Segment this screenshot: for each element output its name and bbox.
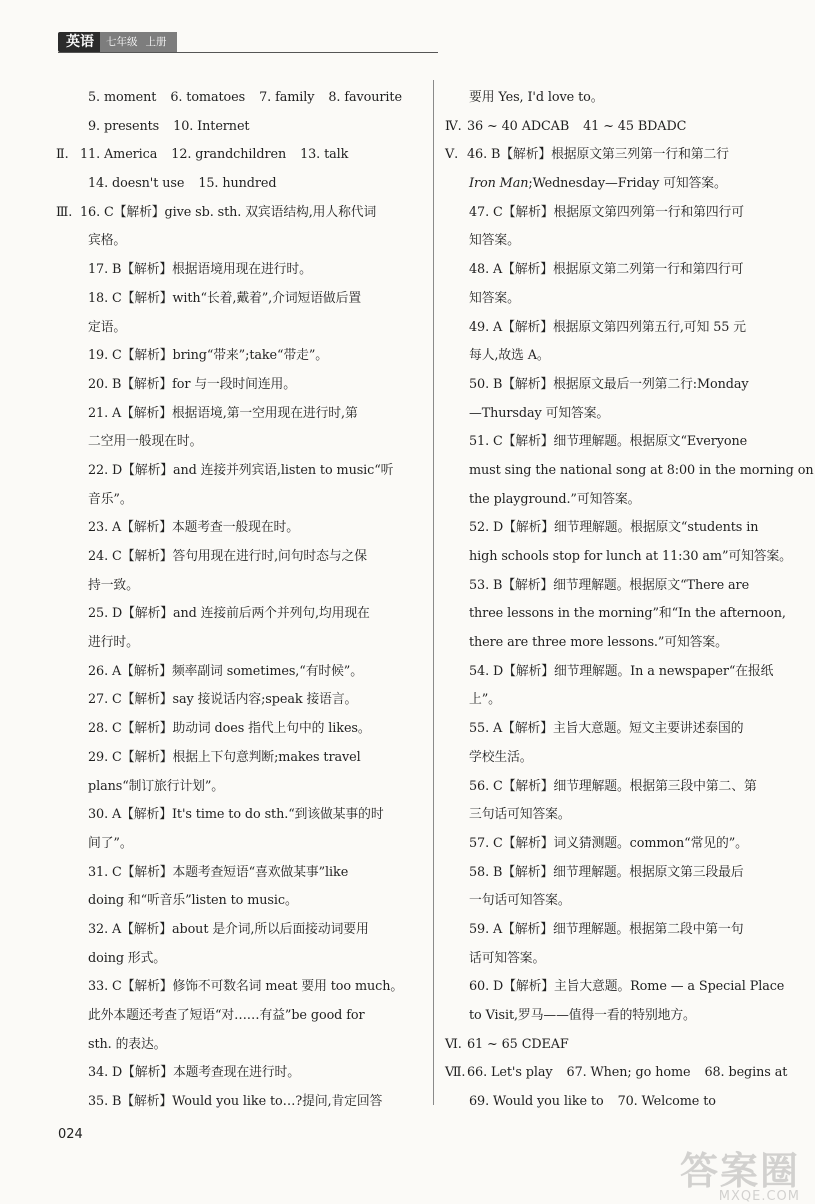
answer-line: 24. C【解析】答句用现在进行时,问句时态与之保 bbox=[88, 549, 367, 564]
answer-line: 持一致。 bbox=[88, 577, 139, 593]
page-header bbox=[58, 32, 177, 52]
answer-line: 19. C【解析】bring“带来”;take“带走”。 bbox=[88, 348, 328, 364]
answer-line: Ⅳ. 36 ~ 40 ADCAB 41 ~ 45 BDADC bbox=[445, 113, 795, 142]
answer-line: 54. D【解析】细节理解题。In a newspaper“在报纸 bbox=[469, 663, 774, 679]
answer-line: 进行时。 bbox=[88, 635, 139, 651]
answer-line: Ⅲ. 16. C【解析】give sb. sth. 双宾语结构,用人称代词 bbox=[56, 199, 422, 228]
right-column bbox=[445, 84, 814, 1117]
answer-line: Ⅴ. 46. B【解析】根据原文第三列第一行和第二行 bbox=[445, 141, 795, 170]
answer-line: 25. D【解析】and 连接前后两个并列句,均用现在 bbox=[88, 606, 370, 622]
answer-line: high schools stop for lunch at 11:30 am”可知答案。 bbox=[469, 549, 792, 564]
answer-line: 5. moment 6. tomatoes 7. family 8. favourite bbox=[88, 90, 402, 105]
answer-line: 三句话可知答案。 bbox=[469, 807, 571, 823]
answer-line: 14. doesn't use 15. hundred bbox=[88, 176, 277, 192]
watermark-main: 答案圈 bbox=[680, 1149, 801, 1193]
answer-line: 51. C【解析】细节理解题。根据原文“Everyone bbox=[469, 434, 748, 450]
answer-line: 18. C【解析】with“长着,戴着”,介词短语做后置 bbox=[88, 290, 362, 306]
answer-line: 21. A【解析】根据语境,第一空用现在进行时,第 bbox=[88, 405, 358, 421]
answer-line: 29. C【解析】根据上下句意判断;makes travel bbox=[88, 749, 361, 765]
answer-line: 35. B【解析】Would you like to…?提问,肯定回答 bbox=[88, 1094, 383, 1110]
answer-line: sth. 的表达。 bbox=[88, 1036, 167, 1052]
answer-line: 33. C【解析】修饰不可数名词 meat 要用 too much。 bbox=[88, 979, 404, 995]
answer-line: 学校生活。 bbox=[469, 749, 533, 765]
answer-line: 60. D【解析】主旨大意题。Rome — a Special Place bbox=[469, 979, 785, 995]
answer-line: 音乐”。 bbox=[88, 491, 133, 507]
answer-line: 59. A【解析】细节理解题。根据第二段中第一句 bbox=[469, 921, 744, 937]
answer-line: 22. D【解析】and 连接并列宾语,listen to music“听 bbox=[88, 462, 394, 478]
answer-line: 49. A【解析】根据原文第四列第五行,可知 55 元 bbox=[469, 319, 746, 335]
answer-line: 20. B【解析】for 与一段时间连用。 bbox=[88, 376, 296, 392]
answer-line: 此外本题还考查了短语“对……有益”be good for bbox=[88, 1008, 365, 1023]
answer-line: 9. presents 10. Internet bbox=[88, 118, 250, 134]
section-numeral: Ⅱ. bbox=[56, 147, 69, 163]
answer-line: 上”。 bbox=[469, 692, 501, 708]
answer-line: 55. A【解析】主旨大意题。短文主要讲述泰国的 bbox=[469, 721, 744, 737]
answer-line: 69. Would you like to 70. Welcome to bbox=[469, 1094, 716, 1110]
answer-line: 58. B【解析】细节理解题。根据原文第三段最后 bbox=[469, 864, 744, 880]
left-column bbox=[56, 84, 422, 1117]
section-numeral: Ⅳ. bbox=[445, 118, 462, 134]
answer-line: 知答案。 bbox=[469, 233, 520, 249]
answer-line: Ⅶ. 66. Let's play 67. When; go home 68. begins at bbox=[445, 1059, 795, 1088]
answer-line: 23. A【解析】本题考查一般现在时。 bbox=[88, 520, 299, 536]
answer-line: to Visit,罗马——值得一看的特别地方。 bbox=[469, 1008, 696, 1023]
section-numeral: Ⅴ. bbox=[445, 147, 459, 163]
answer-line: 56. C【解析】细节理解题。根据第三段中第二、第 bbox=[469, 778, 757, 794]
section-numeral: Ⅲ. bbox=[56, 204, 73, 220]
subject-label: 英语 bbox=[58, 32, 100, 52]
answer-line: doing 形式。 bbox=[88, 950, 166, 966]
answer-line: —Thursday 可知答案。 bbox=[469, 405, 610, 421]
watermark-sub: MXQE.COM bbox=[718, 1189, 801, 1204]
answer-line: 53. B【解析】细节理解题。根据原文“There are bbox=[469, 577, 750, 593]
answer-line: 26. A【解析】频率副词 sometimes,“有时候”。 bbox=[88, 663, 363, 679]
column-divider bbox=[433, 80, 434, 1105]
header-rule bbox=[58, 52, 438, 53]
answer-line: 47. C【解析】根据原文第四列第一行和第四行可 bbox=[469, 204, 744, 220]
answer-line: 一句话可知答案。 bbox=[469, 893, 571, 909]
answer-line: 48. A【解析】根据原文第二列第一行和第四行可 bbox=[469, 262, 744, 278]
answer-line: 52. D【解析】细节理解题。根据原文“students in bbox=[469, 520, 759, 536]
page-number: 024 bbox=[58, 1127, 83, 1142]
answer-line: 27. C【解析】say 接说话内容;speak 接语言。 bbox=[88, 692, 358, 708]
volume-text: 上册 bbox=[145, 36, 167, 48]
section-numeral: Ⅵ. bbox=[445, 1036, 462, 1052]
answer-line: 17. B【解析】根据语境用现在进行时。 bbox=[88, 262, 312, 278]
answer-line: 二空用一般现在时。 bbox=[88, 434, 203, 450]
grade-label bbox=[100, 32, 177, 52]
answer-line: Iron Man;Wednesday—Friday 可知答案。 bbox=[469, 176, 727, 192]
watermark-logo bbox=[680, 1140, 800, 1204]
answer-line: 定语。 bbox=[88, 319, 127, 335]
answer-line: 要用 Yes, I'd love to。 bbox=[469, 90, 604, 105]
answer-line: 30. A【解析】It's time to do sth.“到该做某事的时 bbox=[88, 807, 384, 823]
answer-line: Ⅵ. 61 ~ 65 CDEAF bbox=[445, 1031, 795, 1060]
movie-title: Iron Man bbox=[469, 176, 529, 192]
answer-line: three lessons in the morning”和“In the afternoon, bbox=[469, 606, 786, 622]
grade-text: 七年级 bbox=[106, 36, 138, 48]
answer-line: must sing the national song at 8:00 in the morning on bbox=[469, 462, 814, 478]
answer-line: there are three more lessons.”可知答案。 bbox=[469, 635, 728, 651]
answer-line: 间了”。 bbox=[88, 835, 133, 851]
answer-line: Ⅱ. 11. America 12. grandchildren 13. talk bbox=[56, 141, 422, 170]
answer-line: 57. C【解析】词义猜测题。common“常见的”。 bbox=[469, 835, 748, 851]
answer-line: 每人,故选 A。 bbox=[469, 348, 550, 364]
answer-line: the playground.”可知答案。 bbox=[469, 491, 641, 507]
answer-line: 知答案。 bbox=[469, 290, 520, 306]
answer-line: plans“制订旅行计划”。 bbox=[88, 778, 224, 794]
answer-line: 话可知答案。 bbox=[469, 950, 546, 966]
section-numeral: Ⅶ. bbox=[445, 1065, 466, 1081]
answer-line: 32. A【解析】about 是介词,所以后面接动词要用 bbox=[88, 921, 369, 937]
answer-line: 31. C【解析】本题考查短语“喜欢做某事”like bbox=[88, 864, 349, 880]
answer-line: doing 和“听音乐”listen to music。 bbox=[88, 893, 298, 909]
answer-line: 50. B【解析】根据原文最后一列第二行:Monday bbox=[469, 376, 749, 392]
answer-line: 34. D【解析】本题考查现在进行时。 bbox=[88, 1065, 300, 1081]
answer-line: 28. C【解析】助动词 does 指代上句中的 likes。 bbox=[88, 721, 371, 737]
answer-line: 宾格。 bbox=[88, 233, 127, 249]
